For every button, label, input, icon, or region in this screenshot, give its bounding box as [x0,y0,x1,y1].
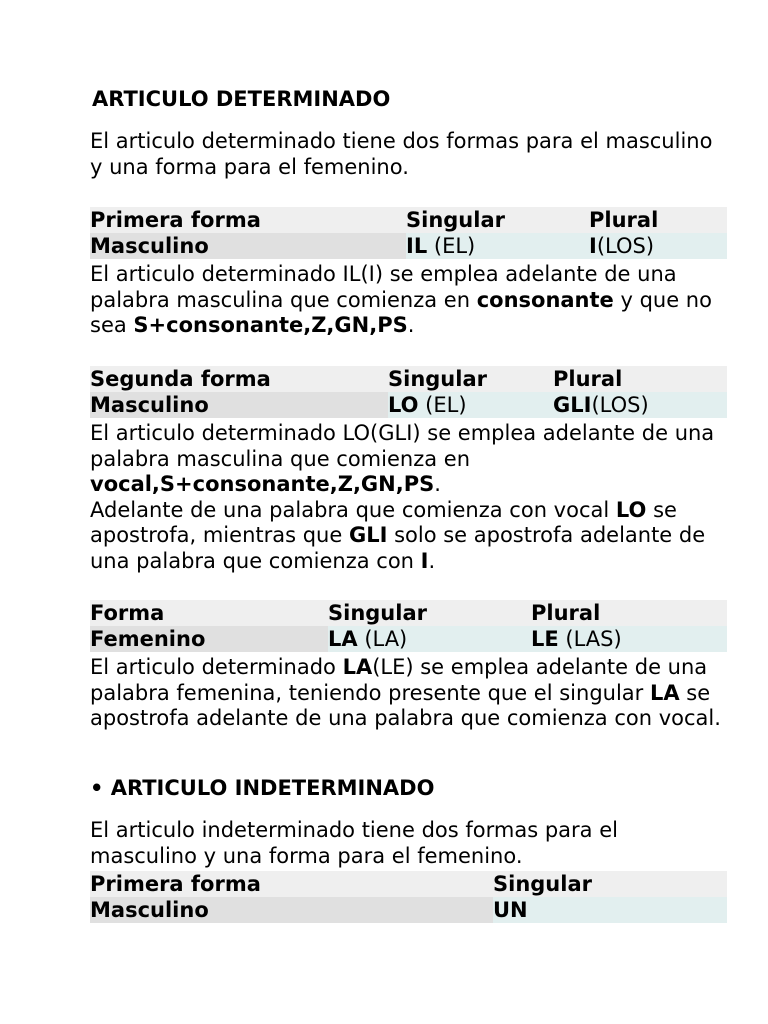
table-row [90,897,727,923]
header-cell-plural: Plural [589,207,727,233]
row-label-cell: Masculino [90,897,493,923]
plural-cell: GLI(LOS) [553,392,727,418]
intro-paragraph-indeterminado: El articulo indeterminado tiene dos formas para el masculino y una forma para el femenino. [90,818,618,868]
header-cell-forma: Primera forma [90,207,406,233]
paragraph-lo-rule: El articulo determinado LO(GLI) se emplea adelante de una palabra masculina que comienza en vocal,S+consonante,Z,GN,PS. Adelante de una palabra que comienza con vocal LO se apostrofa, mientras que GLI solo se apostrofa adelante de una palabra que comienza con I. [90,421,715,573]
header-cell-forma: Primera forma [90,871,493,897]
table-header-row [90,366,727,392]
table-header-row [90,600,727,626]
table-header-row [90,207,727,233]
paragraph-la-rule: El articulo determinado LA(LE) se emplea adelante de una palabra femenina, teniendo presente que el singular LA se apostrofa adelante de una palabra que comienza con vocal. [90,655,721,730]
heading-articulo-determinado: ARTICULO DETERMINADO [92,87,391,111]
intro-paragraph-determinado: El articulo determinado tiene dos formas para el masculino y una forma para el femenino. [90,129,713,179]
table-primera-forma [90,207,727,259]
header-cell-forma: Forma [90,600,328,626]
header-cell-singular: Singular [388,366,553,392]
table-row [90,392,727,418]
plural-cell: I(LOS) [589,233,727,259]
singular-cell: UN [493,897,727,923]
table-header-row [90,871,727,897]
heading-articulo-indeterminado: • ARTICULO INDETERMINADO [90,776,435,800]
header-cell-singular: Singular [493,871,727,897]
bullet-icon: • [90,776,104,800]
paragraph-il-rule: El articulo determinado IL(I) se emplea adelante de una palabra masculina que comienza en consonante y que no sea S+consonante,Z,GN,PS. [90,262,712,337]
singular-cell: LO (EL) [388,392,553,418]
table-row [90,233,727,259]
singular-cell: LA (LA) [328,626,531,652]
row-label-cell: Masculino [90,392,388,418]
header-cell-plural: Plural [553,366,727,392]
header-cell-forma: Segunda forma [90,366,388,392]
header-cell-singular: Singular [406,207,589,233]
header-cell-singular: Singular [328,600,531,626]
row-label-cell: Masculino [90,233,406,259]
table-row [90,626,727,652]
row-label-cell: Femenino [90,626,328,652]
table-segunda-forma [90,366,727,418]
header-cell-plural: Plural [531,600,727,626]
plural-cell: LE (LAS) [531,626,727,652]
table-indeterminado-primera-forma [90,871,727,923]
table-femenino [90,600,727,652]
singular-cell: IL (EL) [406,233,589,259]
